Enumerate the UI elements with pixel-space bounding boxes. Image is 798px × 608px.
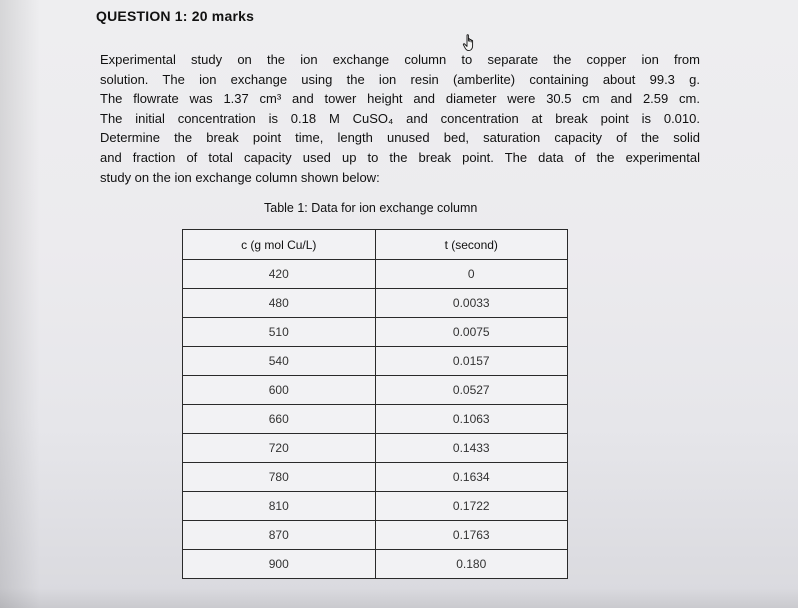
cell-time: 0.1063: [375, 405, 568, 434]
page-shadow-left: [0, 0, 40, 608]
table-row: [183, 376, 568, 405]
body-line: study on the ion exchange column shown below:: [100, 169, 380, 185]
table-row: [183, 289, 568, 318]
table-row: [183, 434, 568, 463]
cell-concentration: 510: [183, 318, 376, 347]
question-body: [100, 50, 700, 187]
cell-concentration: 480: [183, 289, 376, 318]
cell-time: 0.0033: [375, 289, 568, 318]
cell-time: 0.180: [375, 550, 568, 579]
table-row: [183, 492, 568, 521]
column-header-concentration: c (g mol Cu/L): [183, 230, 376, 260]
table-row: [183, 550, 568, 579]
cell-concentration: 810: [183, 492, 376, 521]
body-line: solution. The ion exchange using the ion resin (amberlite) containing about 99.3 g.: [100, 71, 700, 87]
cell-time: 0.1763: [375, 521, 568, 550]
table-row: [183, 347, 568, 376]
table-row: [183, 260, 568, 289]
page-shadow-bottom: [0, 588, 798, 608]
table-row: [183, 318, 568, 347]
cell-time: 0.0157: [375, 347, 568, 376]
table-row: [183, 405, 568, 434]
cell-concentration: 720: [183, 434, 376, 463]
table-header-row: [183, 230, 568, 260]
hand-pointer-icon: [462, 34, 476, 52]
column-header-time: t (second): [375, 230, 568, 260]
cell-concentration: 420: [183, 260, 376, 289]
cell-concentration: 780: [183, 463, 376, 492]
data-table: [182, 229, 568, 579]
table-caption: Table 1: Data for ion exchange column: [264, 201, 478, 215]
table-row: [183, 521, 568, 550]
body-line: Determine the break point time, length unused bed, saturation capacity of the solid: [100, 130, 700, 146]
table-row: [183, 463, 568, 492]
cell-time: 0.1722: [375, 492, 568, 521]
body-line: The initial concentration is 0.18 M CuSO₄ and concentration at break point is 0.010.: [100, 110, 700, 126]
cell-concentration: 900: [183, 550, 376, 579]
cell-time: 0: [375, 260, 568, 289]
question-title: QUESTION 1: 20 marks: [96, 8, 255, 24]
cell-time: 0.1433: [375, 434, 568, 463]
body-line: The flowrate was 1.37 cm³ and tower height and diameter were 30.5 cm and 2.59 cm.: [100, 91, 700, 107]
cell-concentration: 870: [183, 521, 376, 550]
cell-time: 0.0527: [375, 376, 568, 405]
cell-time: 0.1634: [375, 463, 568, 492]
body-line: Experimental study on the ion exchange column to separate the copper ion from: [100, 52, 700, 67]
cell-concentration: 600: [183, 376, 376, 405]
body-line: and fraction of total capacity used up to the break point. The data of the experimental: [100, 149, 700, 165]
cell-time: 0.0075: [375, 318, 568, 347]
cell-concentration: 660: [183, 405, 376, 434]
cell-concentration: 540: [183, 347, 376, 376]
